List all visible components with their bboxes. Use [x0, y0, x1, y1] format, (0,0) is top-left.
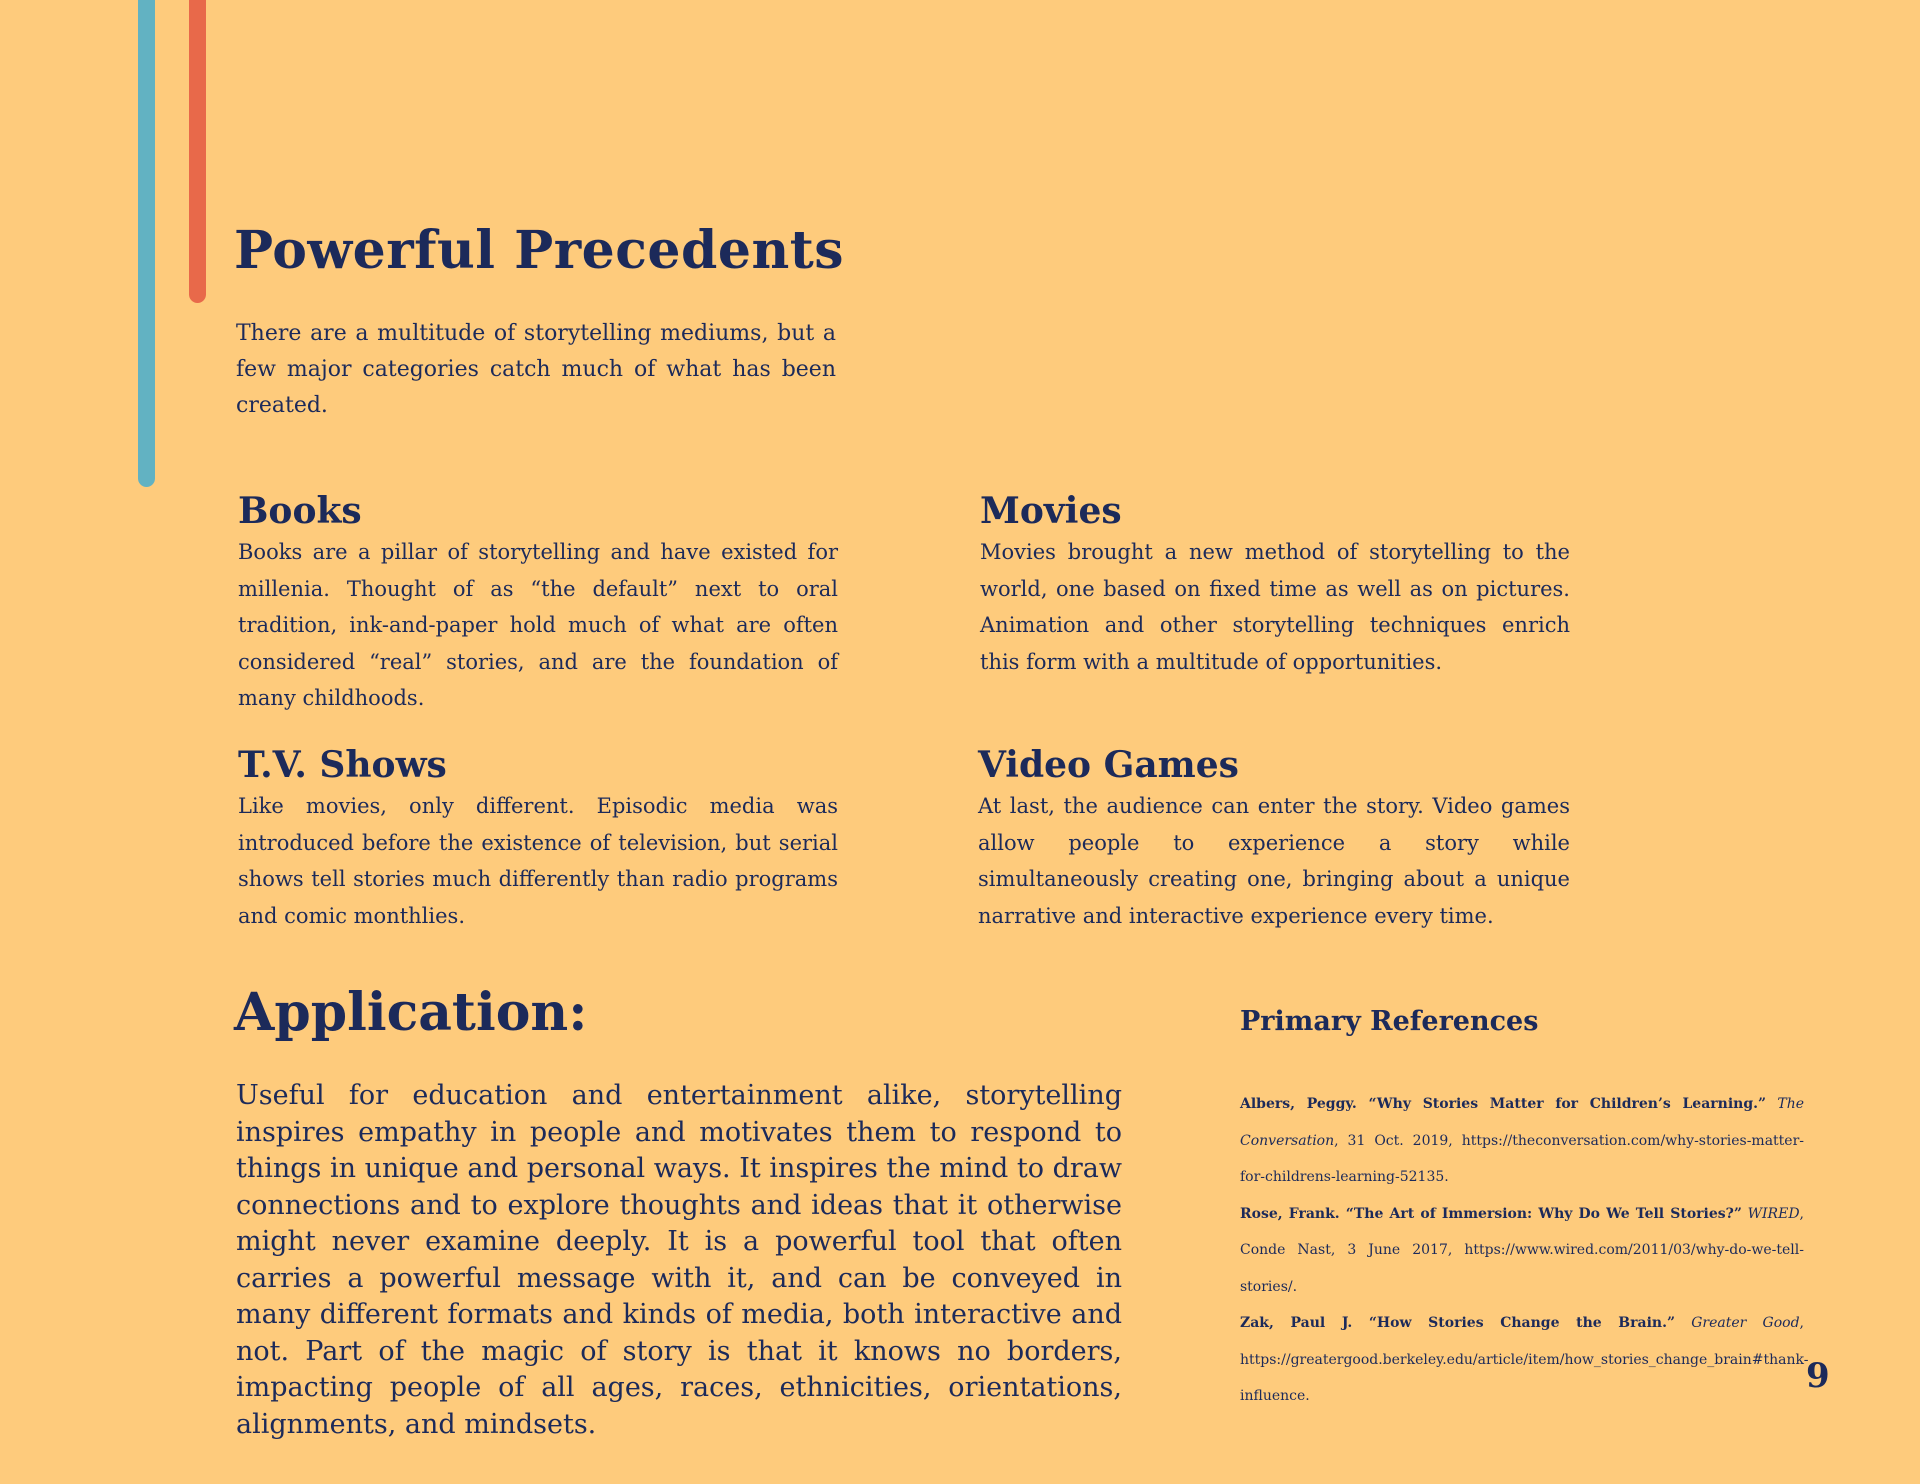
movies-body: Movies brought a new method of storytelling to the world, one based on fixed time as well as on pictures. Animation and other storytelling techniques enrich this form with a multitude of opportunities.: [980, 540, 1570, 674]
tv-shows-body: Like movies, only different. Episodic media was introduced before the existence of television, but serial shows tell stories much differently than radio programs and comic monthlies.: [238, 794, 838, 928]
movies-section: [980, 490, 1570, 680]
reference-source: WIRED: [1747, 1205, 1800, 1222]
reference-author-title: Albers, Peggy. “Why Stories Matter for Children’s Learning.”: [1240, 1096, 1767, 1112]
page-title: Powerful Precedents: [234, 220, 845, 281]
movies-heading: Movies: [980, 490, 1122, 532]
application-heading: Application:: [234, 982, 588, 1043]
decorative-stripe-blue: [138, 0, 155, 487]
reference-source: Greater Good: [1691, 1315, 1800, 1331]
reference-author-title: Zak, Paul J. “How Stories Change the Brain.”: [1240, 1315, 1675, 1331]
reference-item: [1240, 1196, 1804, 1306]
books-section: [238, 490, 838, 717]
reference-details: , https://greatergood.berkeley.edu/article/item/how_stories_change_brain#thank-influence.: [1240, 1315, 1809, 1404]
references-heading: Primary References: [1240, 1006, 1539, 1037]
reference-item: [1240, 1305, 1809, 1415]
decorative-stripe-orange: [189, 0, 206, 303]
video-games-body: At last, the audience can enter the story. Video games allow people to experience a story while simultaneously creating one, bringing about a unique narrative and interactive experience every time.: [978, 794, 1570, 928]
reference-details: , Conde Nast, 3 June 2017, https://www.wired.com/2011/03/why-do-we-tell-stories/.: [1240, 1205, 1804, 1295]
reference-item: [1240, 1086, 1804, 1196]
tv-shows-section: [238, 744, 838, 934]
application-body: Useful for education and entertainment alike, storytelling inspires empathy in people and motivates them to respond to things in unique and personal ways. It inspires the mind to draw connections and to explore thoughts and ideas that it otherwise might never examine deeply. It is a powerful tool that often carries a powerful message with it, and can be conveyed in many different formats and kinds of media, both interactive and not. Part of the magic of story is that it knows no borders, impacting people of all ages, races, ethnicities, orientations, alignments, and mindsets.: [236, 1080, 1122, 1440]
references-list: [1240, 1086, 1809, 1415]
page-number: 9: [1806, 1356, 1830, 1396]
books-heading: Books: [238, 490, 362, 532]
tv-shows-heading: T.V. Shows: [238, 744, 447, 786]
reference-details: , 31 Oct. 2019, https://theconversation.com/why-stories-matter-for-childrens-learning-52135.: [1240, 1132, 1804, 1185]
reference-author-title: Rose, Frank. “The Art of Immersion: Why Do We Tell Stories?”: [1240, 1205, 1742, 1222]
intro-paragraph: There are a multitude of storytelling mediums, but a few major categories catch much of what has been created.: [236, 321, 836, 418]
video-games-heading: Video Games: [978, 744, 1239, 786]
reference-source: The Conversation: [1240, 1096, 1805, 1149]
books-body: Books are a pillar of storytelling and have existed for millenia. Thought of as “the default” next to oral tradition, ink-and-paper hold much of what are often considered “real” stories, and are the foundation of many childhoods.: [238, 540, 838, 710]
video-games-section: [978, 744, 1570, 934]
